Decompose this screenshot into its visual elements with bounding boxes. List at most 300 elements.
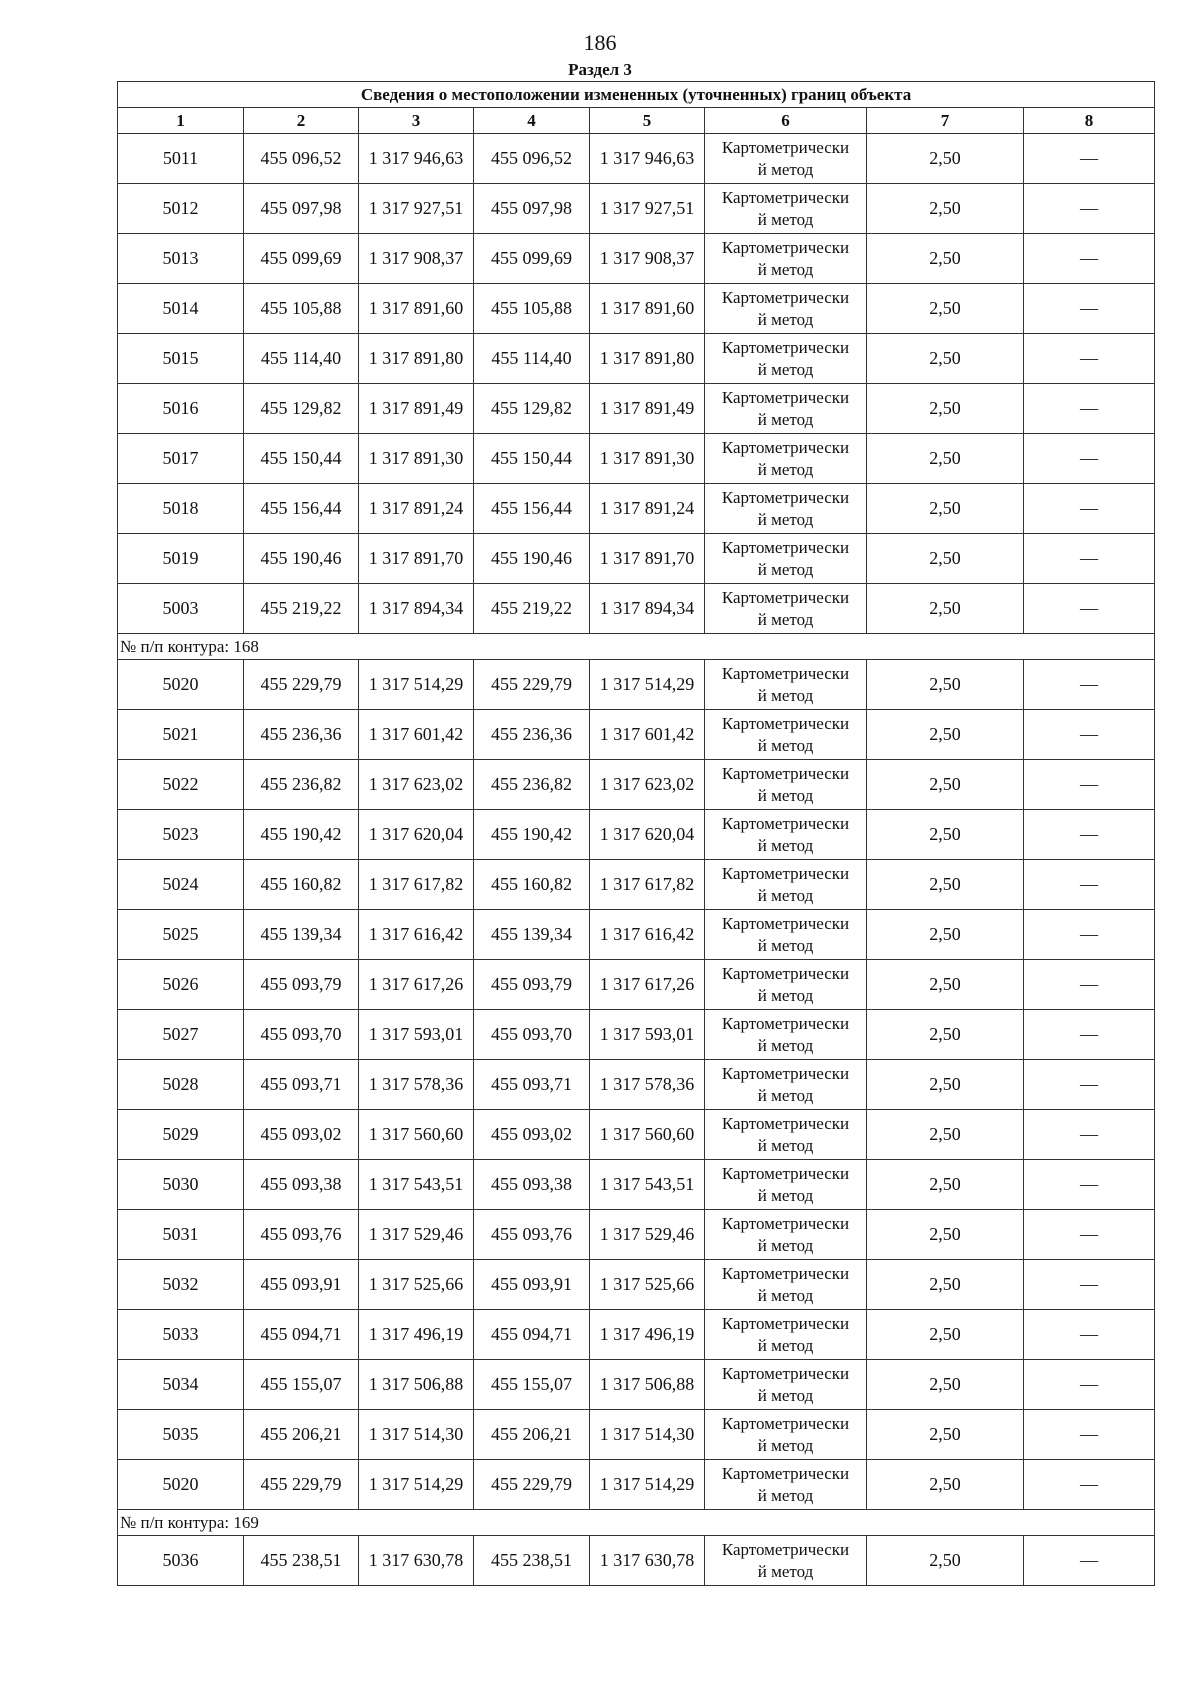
x-coordinate-cell: 455 139,34	[244, 910, 359, 960]
accuracy-cell: 2,50	[867, 584, 1024, 634]
table-header-row	[118, 108, 1155, 134]
accuracy-cell: 2,50	[867, 384, 1024, 434]
x-coordinate-cell: 455 105,88	[244, 284, 359, 334]
x-coordinate-new-cell: 455 093,76	[474, 1210, 590, 1260]
method-cell	[705, 960, 867, 1010]
accuracy-cell: 2,50	[867, 1210, 1024, 1260]
method-cell	[705, 1210, 867, 1260]
method-line-2: й метод	[757, 409, 814, 429]
y-coordinate-cell: 1 317 525,66	[359, 1260, 474, 1310]
y-coordinate-cell: 1 317 891,80	[359, 334, 474, 384]
method-line-2: й метод	[757, 1035, 814, 1055]
point-number-cell: 5034	[118, 1360, 244, 1410]
method-cell	[705, 1260, 867, 1310]
accuracy-cell: 2,50	[867, 184, 1024, 234]
method-line-1: Картометрически	[721, 1363, 850, 1383]
method-line-1: Картометрически	[721, 1013, 850, 1033]
x-coordinate-new-cell: 455 139,34	[474, 910, 590, 960]
method-line-1: Картометрически	[721, 1263, 850, 1283]
coordinates-table	[117, 81, 1155, 1586]
x-coordinate-new-cell: 455 206,21	[474, 1410, 590, 1460]
point-number-cell: 5025	[118, 910, 244, 960]
x-coordinate-cell: 455 206,21	[244, 1410, 359, 1460]
note-cell: —	[1024, 1110, 1155, 1160]
method-line-2: й метод	[757, 1385, 814, 1405]
note-cell: —	[1024, 1010, 1155, 1060]
section-title: Раздел 3	[568, 60, 632, 79]
point-number-cell: 5020	[118, 660, 244, 710]
method-line-1: Картометрически	[721, 863, 850, 883]
y-coordinate-new-cell: 1 317 891,30	[590, 434, 705, 484]
method-line-2: й метод	[757, 1185, 814, 1205]
accuracy-cell: 2,50	[867, 534, 1024, 584]
method-line-2: й метод	[757, 259, 814, 279]
y-coordinate-new-cell: 1 317 891,49	[590, 384, 705, 434]
y-coordinate-cell: 1 317 908,37	[359, 234, 474, 284]
y-coordinate-cell: 1 317 617,26	[359, 960, 474, 1010]
x-coordinate-new-cell: 455 236,36	[474, 710, 590, 760]
contour-label: № п/п контура: 169	[118, 1510, 1155, 1536]
x-coordinate-cell: 455 150,44	[244, 434, 359, 484]
method-line-1: Картометрически	[721, 387, 850, 407]
note-cell: —	[1024, 334, 1155, 384]
method-cell	[705, 1060, 867, 1110]
table-row	[118, 534, 1155, 584]
x-coordinate-cell: 455 114,40	[244, 334, 359, 384]
point-number-cell: 5029	[118, 1110, 244, 1160]
method-line-2: й метод	[757, 785, 814, 805]
y-coordinate-cell: 1 317 891,70	[359, 534, 474, 584]
method-line-2: й метод	[757, 209, 814, 229]
point-number-cell: 5021	[118, 710, 244, 760]
y-coordinate-new-cell: 1 317 617,26	[590, 960, 705, 1010]
x-coordinate-new-cell: 455 160,82	[474, 860, 590, 910]
y-coordinate-new-cell: 1 317 891,80	[590, 334, 705, 384]
note-cell: —	[1024, 860, 1155, 910]
y-coordinate-cell: 1 317 529,46	[359, 1210, 474, 1260]
note-cell: —	[1024, 584, 1155, 634]
method-line-1: Картометрически	[721, 663, 850, 683]
method-line-1: Картометрически	[721, 187, 850, 207]
accuracy-cell: 2,50	[867, 334, 1024, 384]
x-coordinate-new-cell: 455 190,42	[474, 810, 590, 860]
method-line-1: Картометрически	[721, 1463, 850, 1483]
method-line-1: Картометрически	[721, 1063, 850, 1083]
table-row	[118, 434, 1155, 484]
method-line-1: Картометрически	[721, 1113, 850, 1133]
table-row	[118, 134, 1155, 184]
y-coordinate-new-cell: 1 317 514,29	[590, 1460, 705, 1510]
y-coordinate-cell: 1 317 514,30	[359, 1410, 474, 1460]
y-coordinate-new-cell: 1 317 496,19	[590, 1310, 705, 1360]
y-coordinate-cell: 1 317 620,04	[359, 810, 474, 860]
accuracy-cell: 2,50	[867, 1060, 1024, 1110]
x-coordinate-cell: 455 093,79	[244, 960, 359, 1010]
table-row	[118, 384, 1155, 434]
point-number-cell: 5033	[118, 1310, 244, 1360]
method-cell	[705, 1536, 867, 1586]
x-coordinate-new-cell: 455 150,44	[474, 434, 590, 484]
y-coordinate-new-cell: 1 317 616,42	[590, 910, 705, 960]
page-number: 186	[583, 30, 617, 55]
table-row	[118, 1110, 1155, 1160]
accuracy-cell: 2,50	[867, 1260, 1024, 1310]
note-cell: —	[1024, 960, 1155, 1010]
y-coordinate-new-cell: 1 317 617,82	[590, 860, 705, 910]
note-cell: —	[1024, 1060, 1155, 1110]
column-header: 3	[359, 108, 474, 134]
x-coordinate-cell: 455 190,46	[244, 534, 359, 584]
x-coordinate-cell: 455 219,22	[244, 584, 359, 634]
table-row	[118, 660, 1155, 710]
y-coordinate-new-cell: 1 317 891,24	[590, 484, 705, 534]
point-number-cell: 5031	[118, 1210, 244, 1260]
column-header: 7	[867, 108, 1024, 134]
method-line-2: й метод	[757, 559, 814, 579]
accuracy-cell: 2,50	[867, 1460, 1024, 1510]
table-row	[118, 484, 1155, 534]
method-line-1: Картометрически	[721, 137, 850, 157]
method-line-2: й метод	[757, 509, 814, 529]
method-line-2: й метод	[757, 685, 814, 705]
x-coordinate-new-cell: 455 093,38	[474, 1160, 590, 1210]
note-cell: —	[1024, 910, 1155, 960]
point-number-cell: 5018	[118, 484, 244, 534]
note-cell: —	[1024, 534, 1155, 584]
point-number-cell: 5032	[118, 1260, 244, 1310]
method-line-2: й метод	[757, 1085, 814, 1105]
method-line-1: Картометрически	[721, 963, 850, 983]
x-coordinate-cell: 455 099,69	[244, 234, 359, 284]
table-row	[118, 1210, 1155, 1260]
note-cell: —	[1024, 1410, 1155, 1460]
method-line-1: Картометрически	[721, 1413, 850, 1433]
method-line-1: Картометрически	[721, 763, 850, 783]
point-number-cell: 5015	[118, 334, 244, 384]
method-line-1: Картометрически	[721, 337, 850, 357]
table-row	[118, 1536, 1155, 1586]
method-cell	[705, 334, 867, 384]
note-cell: —	[1024, 710, 1155, 760]
y-coordinate-cell: 1 317 543,51	[359, 1160, 474, 1210]
note-cell: —	[1024, 1260, 1155, 1310]
method-cell	[705, 1160, 867, 1210]
table-row	[118, 584, 1155, 634]
method-cell	[705, 184, 867, 234]
contour-label: № п/п контура: 168	[118, 634, 1155, 660]
method-cell	[705, 534, 867, 584]
y-coordinate-cell: 1 317 891,24	[359, 484, 474, 534]
column-header: 1	[118, 108, 244, 134]
x-coordinate-new-cell: 455 096,52	[474, 134, 590, 184]
accuracy-cell: 2,50	[867, 434, 1024, 484]
y-coordinate-new-cell: 1 317 891,60	[590, 284, 705, 334]
x-coordinate-cell: 455 097,98	[244, 184, 359, 234]
method-line-2: й метод	[757, 985, 814, 1005]
y-coordinate-new-cell: 1 317 601,42	[590, 710, 705, 760]
note-cell: —	[1024, 234, 1155, 284]
x-coordinate-new-cell: 455 114,40	[474, 334, 590, 384]
y-coordinate-cell: 1 317 630,78	[359, 1536, 474, 1586]
table-row	[118, 1460, 1155, 1510]
column-header: 2	[244, 108, 359, 134]
note-cell: —	[1024, 760, 1155, 810]
point-number-cell: 5026	[118, 960, 244, 1010]
y-coordinate-cell: 1 317 617,82	[359, 860, 474, 910]
method-line-2: й метод	[757, 1285, 814, 1305]
x-coordinate-new-cell: 455 093,02	[474, 1110, 590, 1160]
method-line-1: Картометрически	[721, 587, 850, 607]
method-line-2: й метод	[757, 1435, 814, 1455]
y-coordinate-new-cell: 1 317 525,66	[590, 1260, 705, 1310]
column-header: 8	[1024, 108, 1155, 134]
y-coordinate-cell: 1 317 506,88	[359, 1360, 474, 1410]
note-cell: —	[1024, 184, 1155, 234]
point-number-cell: 5013	[118, 234, 244, 284]
accuracy-cell: 2,50	[867, 234, 1024, 284]
method-cell	[705, 484, 867, 534]
method-cell	[705, 234, 867, 284]
note-cell: —	[1024, 384, 1155, 434]
note-cell: —	[1024, 810, 1155, 860]
table-caption-row	[118, 82, 1155, 108]
method-line-2: й метод	[757, 1561, 814, 1581]
x-coordinate-new-cell: 455 229,79	[474, 660, 590, 710]
method-line-2: й метод	[757, 1485, 814, 1505]
accuracy-cell: 2,50	[867, 910, 1024, 960]
point-number-cell: 5024	[118, 860, 244, 910]
accuracy-cell: 2,50	[867, 484, 1024, 534]
contour-row	[118, 1510, 1155, 1536]
note-cell: —	[1024, 1460, 1155, 1510]
method-cell	[705, 1460, 867, 1510]
table-row	[118, 1410, 1155, 1460]
y-coordinate-cell: 1 317 623,02	[359, 760, 474, 810]
method-cell	[705, 710, 867, 760]
y-coordinate-new-cell: 1 317 908,37	[590, 234, 705, 284]
y-coordinate-new-cell: 1 317 894,34	[590, 584, 705, 634]
method-cell	[705, 1410, 867, 1460]
y-coordinate-new-cell: 1 317 543,51	[590, 1160, 705, 1210]
x-coordinate-cell: 455 093,70	[244, 1010, 359, 1060]
y-coordinate-new-cell: 1 317 593,01	[590, 1010, 705, 1060]
method-line-2: й метод	[757, 309, 814, 329]
y-coordinate-new-cell: 1 317 630,78	[590, 1536, 705, 1586]
accuracy-cell: 2,50	[867, 1536, 1024, 1586]
accuracy-cell: 2,50	[867, 860, 1024, 910]
table-row	[118, 1160, 1155, 1210]
method-cell	[705, 760, 867, 810]
method-line-2: й метод	[757, 835, 814, 855]
note-cell: —	[1024, 1210, 1155, 1260]
method-line-2: й метод	[757, 359, 814, 379]
table-row	[118, 1060, 1155, 1110]
point-number-cell: 5014	[118, 284, 244, 334]
accuracy-cell: 2,50	[867, 660, 1024, 710]
method-line-1: Картометрически	[721, 487, 850, 507]
x-coordinate-cell: 455 155,07	[244, 1360, 359, 1410]
point-number-cell: 5003	[118, 584, 244, 634]
y-coordinate-cell: 1 317 891,49	[359, 384, 474, 434]
table-row	[118, 860, 1155, 910]
x-coordinate-new-cell: 455 105,88	[474, 284, 590, 334]
method-cell	[705, 910, 867, 960]
table-row	[118, 910, 1155, 960]
method-cell	[705, 660, 867, 710]
x-coordinate-cell: 455 096,52	[244, 134, 359, 184]
y-coordinate-new-cell: 1 317 578,36	[590, 1060, 705, 1110]
note-cell: —	[1024, 1536, 1155, 1586]
accuracy-cell: 2,50	[867, 810, 1024, 860]
point-number-cell: 5016	[118, 384, 244, 434]
x-coordinate-new-cell: 455 236,82	[474, 760, 590, 810]
y-coordinate-cell: 1 317 927,51	[359, 184, 474, 234]
x-coordinate-new-cell: 455 093,91	[474, 1260, 590, 1310]
method-line-1: Картометрически	[721, 287, 850, 307]
column-header: 6	[705, 108, 867, 134]
table-row	[118, 334, 1155, 384]
table-row	[118, 710, 1155, 760]
y-coordinate-new-cell: 1 317 623,02	[590, 760, 705, 810]
method-line-2: й метод	[757, 1335, 814, 1355]
accuracy-cell: 2,50	[867, 1110, 1024, 1160]
x-coordinate-cell: 455 160,82	[244, 860, 359, 910]
note-cell: —	[1024, 660, 1155, 710]
y-coordinate-cell: 1 317 560,60	[359, 1110, 474, 1160]
accuracy-cell: 2,50	[867, 284, 1024, 334]
y-coordinate-cell: 1 317 601,42	[359, 710, 474, 760]
method-line-2: й метод	[757, 1135, 814, 1155]
x-coordinate-new-cell: 455 097,98	[474, 184, 590, 234]
method-cell	[705, 434, 867, 484]
x-coordinate-new-cell: 455 229,79	[474, 1460, 590, 1510]
table-row	[118, 810, 1155, 860]
method-cell	[705, 1310, 867, 1360]
y-coordinate-new-cell: 1 317 514,29	[590, 660, 705, 710]
table-row	[118, 1010, 1155, 1060]
y-coordinate-new-cell: 1 317 529,46	[590, 1210, 705, 1260]
method-line-2: й метод	[757, 1235, 814, 1255]
y-coordinate-cell: 1 317 894,34	[359, 584, 474, 634]
table-row	[118, 234, 1155, 284]
contour-row	[118, 634, 1155, 660]
x-coordinate-new-cell: 455 190,46	[474, 534, 590, 584]
point-number-cell: 5017	[118, 434, 244, 484]
point-number-cell: 5030	[118, 1160, 244, 1210]
y-coordinate-cell: 1 317 616,42	[359, 910, 474, 960]
column-header: 4	[474, 108, 590, 134]
x-coordinate-new-cell: 455 155,07	[474, 1360, 590, 1410]
method-cell	[705, 1360, 867, 1410]
point-number-cell: 5035	[118, 1410, 244, 1460]
point-number-cell: 5023	[118, 810, 244, 860]
method-line-2: й метод	[757, 609, 814, 629]
method-line-1: Картометрически	[721, 1539, 850, 1559]
table-body	[118, 82, 1155, 1586]
method-line-1: Картометрически	[721, 713, 850, 733]
y-coordinate-new-cell: 1 317 891,70	[590, 534, 705, 584]
table-row	[118, 284, 1155, 334]
method-line-1: Картометрически	[721, 437, 850, 457]
x-coordinate-cell: 455 236,82	[244, 760, 359, 810]
y-coordinate-new-cell: 1 317 506,88	[590, 1360, 705, 1410]
method-line-1: Картометрически	[721, 237, 850, 257]
x-coordinate-cell: 455 093,71	[244, 1060, 359, 1110]
accuracy-cell: 2,50	[867, 1410, 1024, 1460]
y-coordinate-new-cell: 1 317 620,04	[590, 810, 705, 860]
x-coordinate-new-cell: 455 094,71	[474, 1310, 590, 1360]
y-coordinate-cell: 1 317 891,60	[359, 284, 474, 334]
accuracy-cell: 2,50	[867, 710, 1024, 760]
accuracy-cell: 2,50	[867, 960, 1024, 1010]
method-line-1: Картометрически	[721, 537, 850, 557]
x-coordinate-new-cell: 455 156,44	[474, 484, 590, 534]
y-coordinate-new-cell: 1 317 927,51	[590, 184, 705, 234]
x-coordinate-new-cell: 455 129,82	[474, 384, 590, 434]
point-number-cell: 5022	[118, 760, 244, 810]
method-cell	[705, 284, 867, 334]
x-coordinate-cell: 455 229,79	[244, 1460, 359, 1510]
point-number-cell: 5019	[118, 534, 244, 584]
table-row	[118, 960, 1155, 1010]
note-cell: —	[1024, 1360, 1155, 1410]
method-line-1: Картометрически	[721, 913, 850, 933]
x-coordinate-cell: 455 093,91	[244, 1260, 359, 1310]
method-cell	[705, 1010, 867, 1060]
accuracy-cell: 2,50	[867, 1310, 1024, 1360]
method-cell	[705, 134, 867, 184]
note-cell: —	[1024, 284, 1155, 334]
x-coordinate-cell: 455 093,02	[244, 1110, 359, 1160]
point-number-cell: 5020	[118, 1460, 244, 1510]
note-cell: —	[1024, 1160, 1155, 1210]
method-cell	[705, 1110, 867, 1160]
method-line-1: Картометрически	[721, 813, 850, 833]
note-cell: —	[1024, 134, 1155, 184]
x-coordinate-cell: 455 190,42	[244, 810, 359, 860]
x-coordinate-new-cell: 455 099,69	[474, 234, 590, 284]
point-number-cell: 5012	[118, 184, 244, 234]
point-number-cell: 5028	[118, 1060, 244, 1110]
note-cell: —	[1024, 1310, 1155, 1360]
table-row	[118, 1360, 1155, 1410]
x-coordinate-new-cell: 455 238,51	[474, 1536, 590, 1586]
accuracy-cell: 2,50	[867, 1010, 1024, 1060]
x-coordinate-new-cell: 455 219,22	[474, 584, 590, 634]
column-header: 5	[590, 108, 705, 134]
y-coordinate-new-cell: 1 317 946,63	[590, 134, 705, 184]
point-number-cell: 5027	[118, 1010, 244, 1060]
method-line-2: й метод	[757, 459, 814, 479]
y-coordinate-cell: 1 317 593,01	[359, 1010, 474, 1060]
table-caption: Сведения о местоположении измененных (уточненных) границ объекта	[118, 82, 1155, 108]
y-coordinate-new-cell: 1 317 560,60	[590, 1110, 705, 1160]
point-number-cell: 5036	[118, 1536, 244, 1586]
method-cell	[705, 860, 867, 910]
note-cell: —	[1024, 484, 1155, 534]
method-cell	[705, 384, 867, 434]
table-row	[118, 1260, 1155, 1310]
accuracy-cell: 2,50	[867, 1160, 1024, 1210]
method-line-2: й метод	[757, 159, 814, 179]
x-coordinate-cell: 455 129,82	[244, 384, 359, 434]
y-coordinate-cell: 1 317 514,29	[359, 660, 474, 710]
x-coordinate-cell: 455 236,36	[244, 710, 359, 760]
y-coordinate-cell: 1 317 496,19	[359, 1310, 474, 1360]
table-row	[118, 184, 1155, 234]
y-coordinate-cell: 1 317 578,36	[359, 1060, 474, 1110]
y-coordinate-cell: 1 317 946,63	[359, 134, 474, 184]
